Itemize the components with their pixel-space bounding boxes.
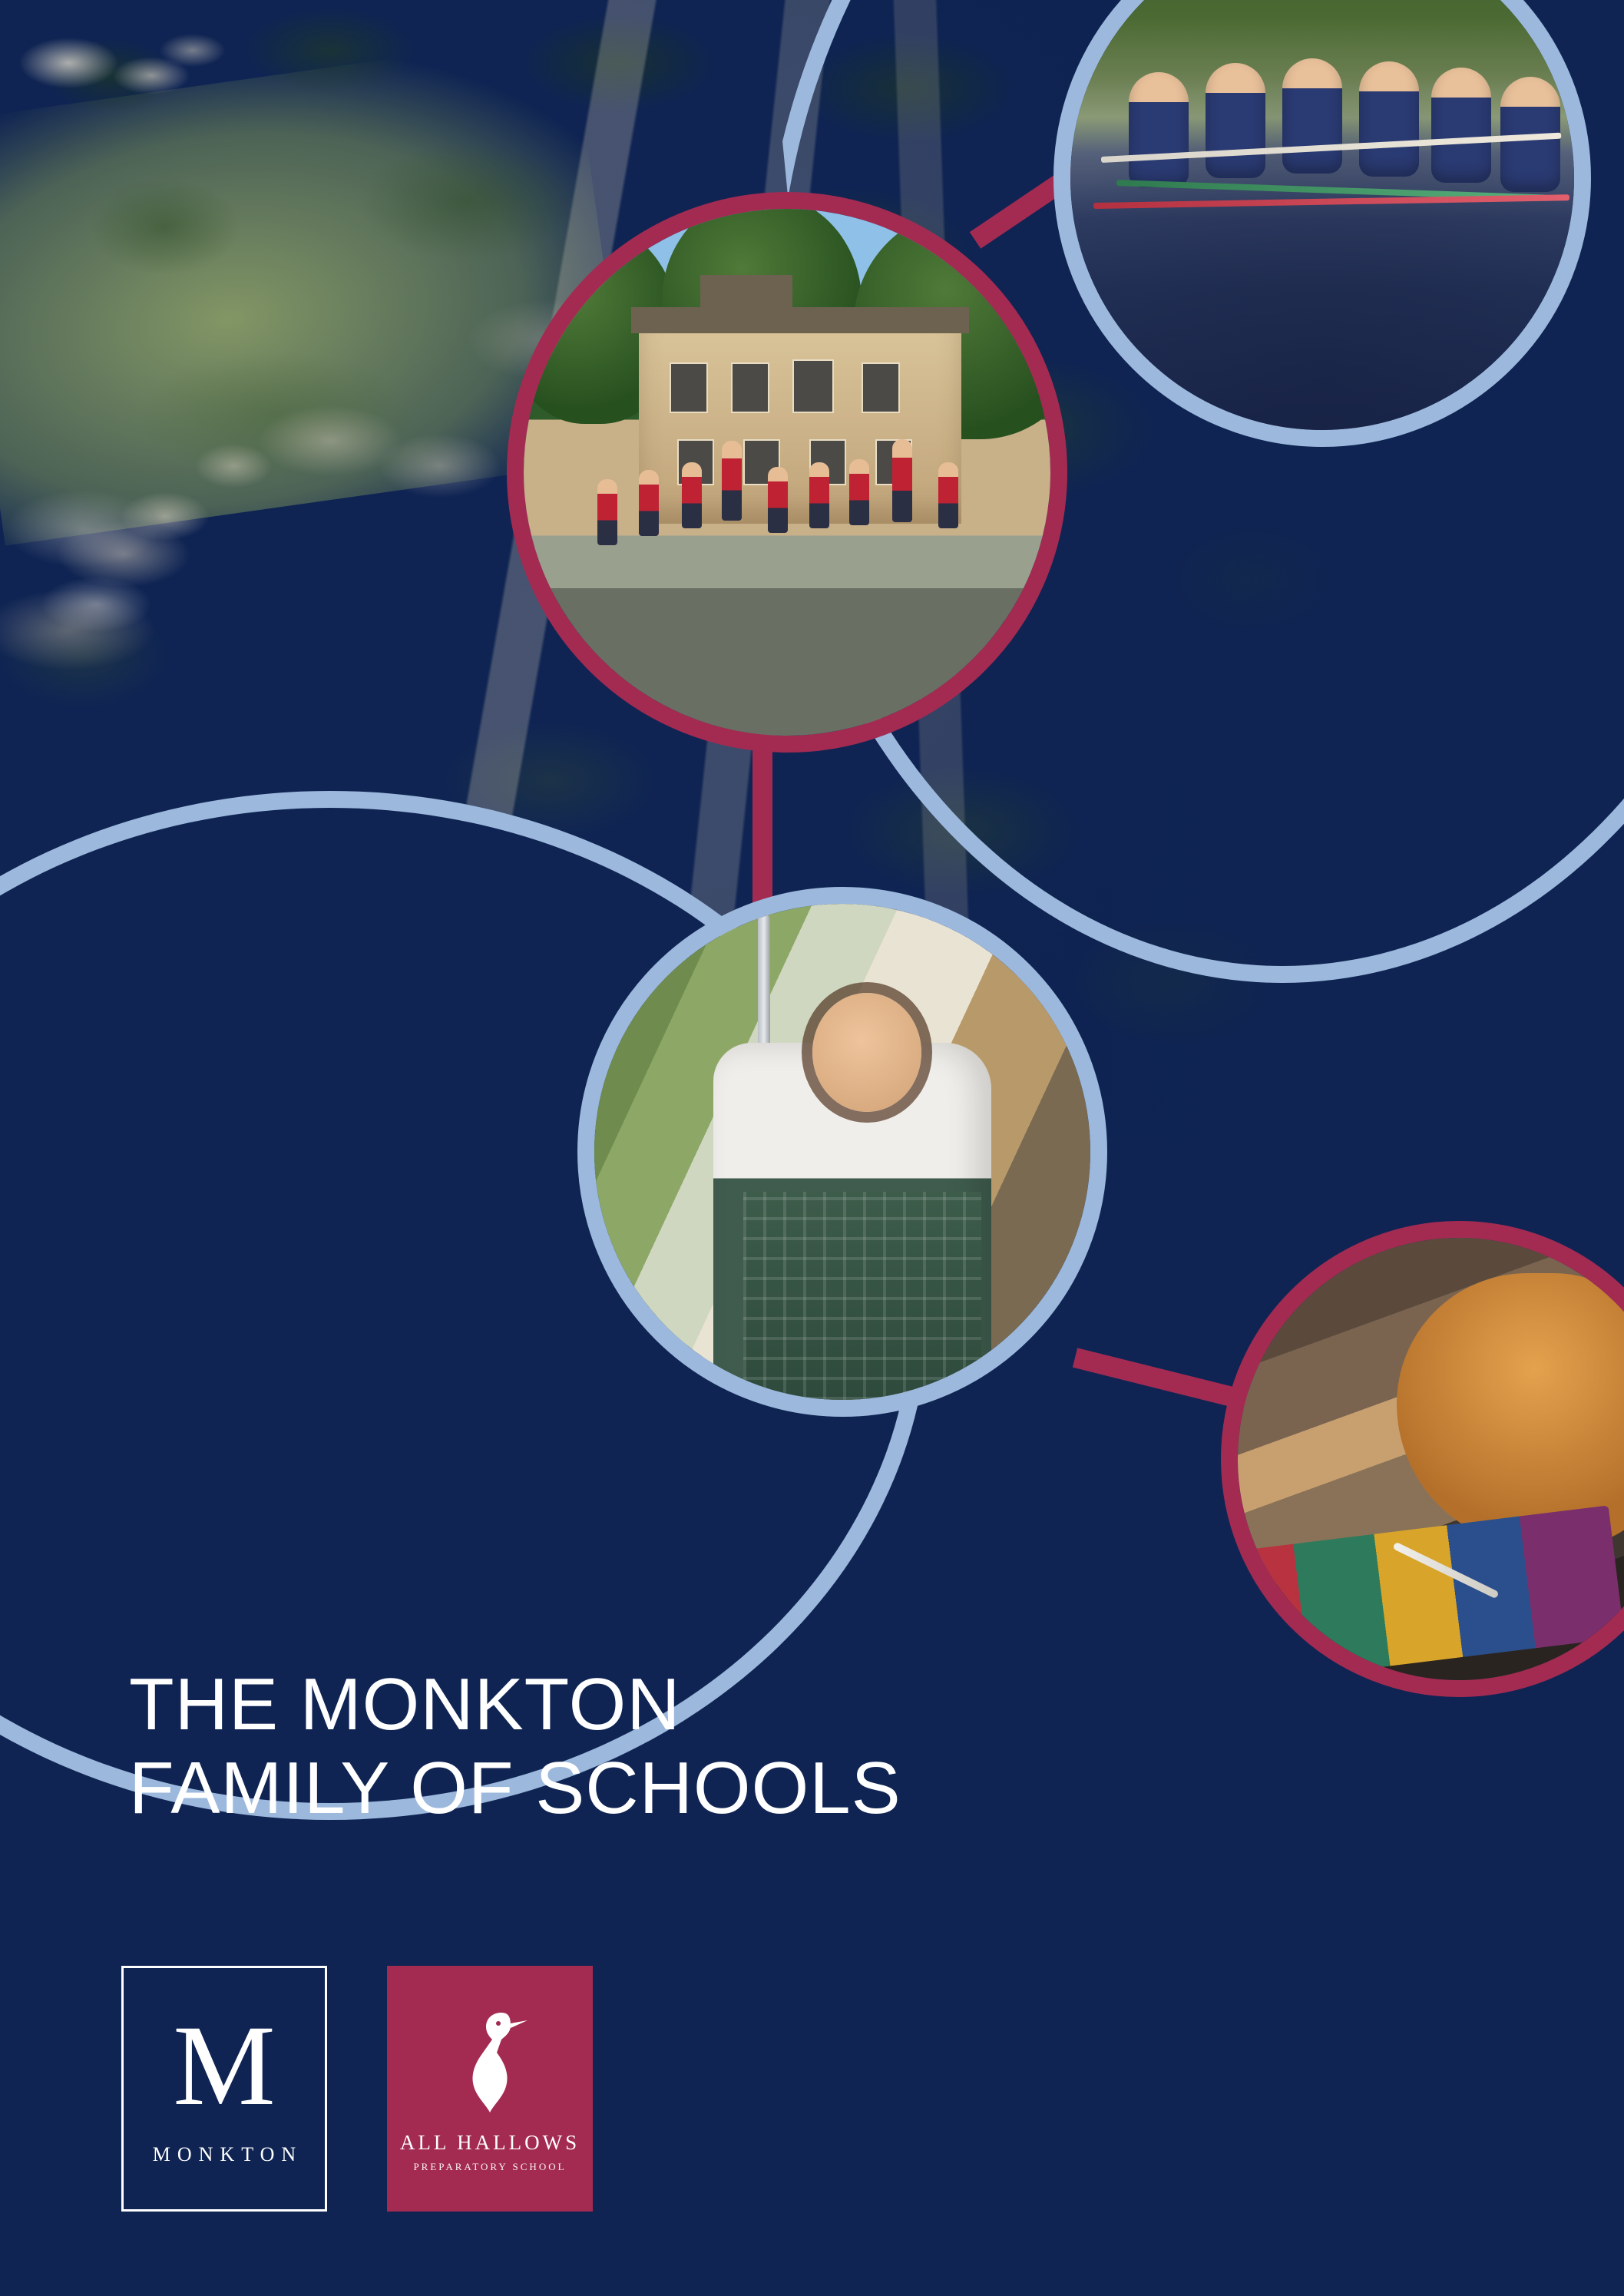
- monkton-wordmark: MONKTON: [152, 2143, 303, 2166]
- prep-pupils-photo: [524, 209, 1050, 736]
- circle-prep-pupils-photo: [507, 192, 1067, 753]
- rowing-crew-photo: [1070, 0, 1574, 430]
- cover-title-line-1: THE MONKTON: [129, 1663, 681, 1745]
- monkton-logo: [121, 1966, 327, 2212]
- logo-row: [121, 1966, 593, 2212]
- heron-bird-icon: [448, 2005, 532, 2120]
- girl-climbing-photo: [594, 904, 1090, 1400]
- circle-girl-climbing-photo: [577, 887, 1107, 1417]
- all-hallows-subtitle: PREPARATORY SCHOOL: [413, 2160, 567, 2172]
- circle-painting-photo: [1221, 1221, 1624, 1697]
- girl-face: [812, 993, 921, 1112]
- cover-title: [129, 1662, 901, 1831]
- all-hallows-name: ALL HALLOWS: [399, 2130, 580, 2154]
- monkton-monogram: M: [173, 2001, 276, 2129]
- painter-hair: [1397, 1273, 1624, 1547]
- all-hallows-logo: [387, 1966, 593, 2212]
- circle-rowing-photo: [1053, 0, 1591, 447]
- cover-title-line-2: FAMILY OF SCHOOLS: [129, 1747, 901, 1830]
- girl-painting-photo: [1238, 1238, 1624, 1680]
- painting-canvas: [1221, 1506, 1624, 1687]
- girl-pinafore: [743, 1192, 981, 1400]
